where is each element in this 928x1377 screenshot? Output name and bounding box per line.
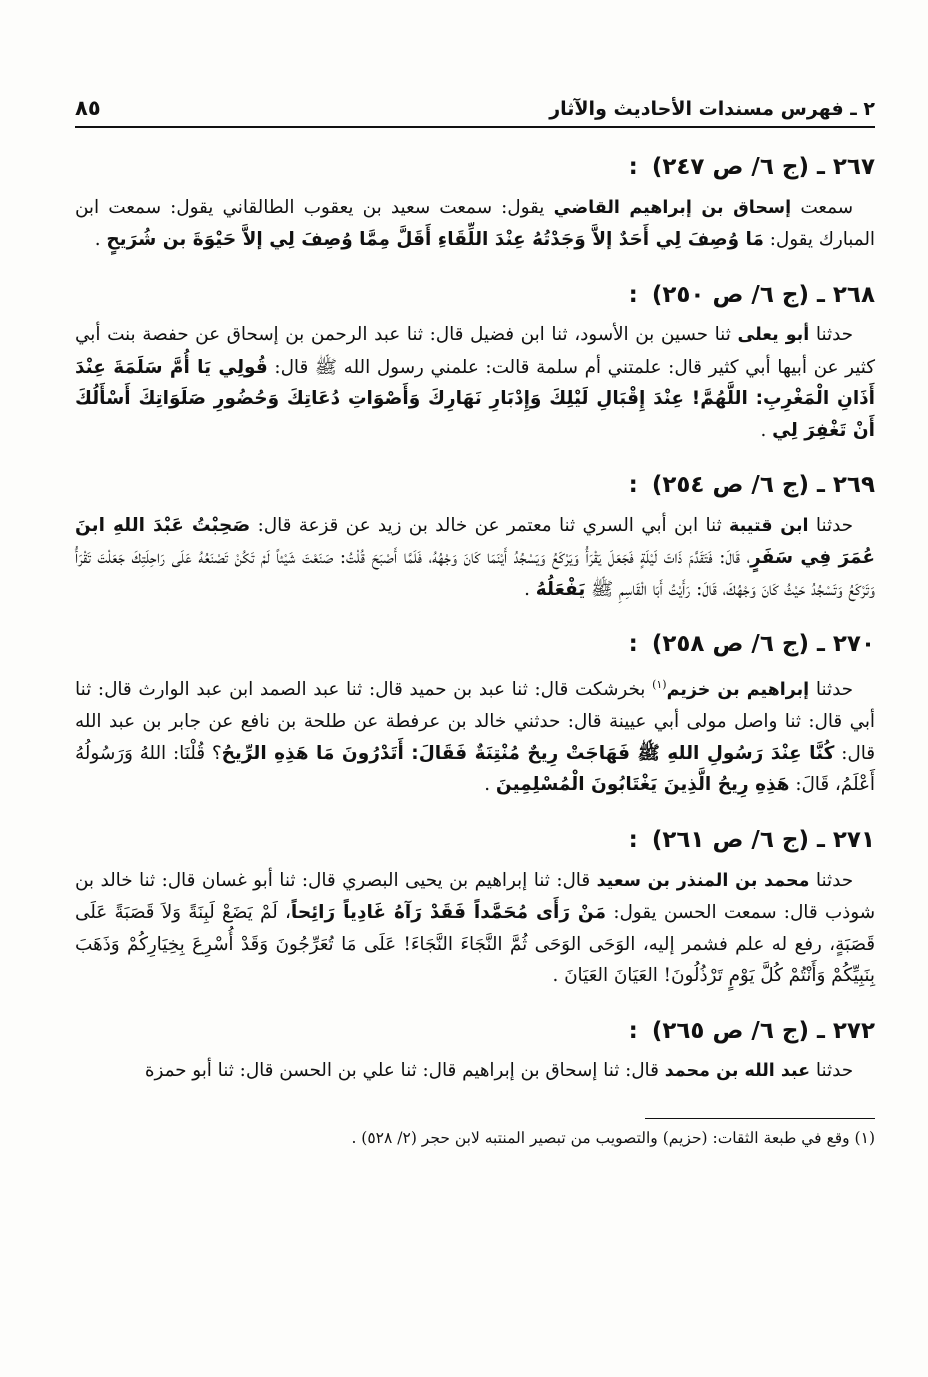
text-segment: حدثنا: [809, 678, 853, 700]
hadith-text: يَفْعَلُهُ: [535, 578, 586, 600]
narrator-name: أبو يعلى: [737, 325, 810, 346]
text-segment: حدثنا: [809, 869, 853, 891]
entry-reference: (ج ٦/ ص ٢٤٧): [651, 154, 809, 180]
hadith-text: مَنْ رَأَى مُحَمَّداً فَقَدْ رَآهُ غَادِياً رَائِحاً: [290, 902, 607, 924]
text-segment: .: [94, 229, 107, 251]
text-segment: حدثنا: [810, 1060, 853, 1082]
text-segment: سمعت: [791, 196, 854, 218]
entry-number: ٢٧٢: [832, 1017, 875, 1044]
footnote-marker: (١): [652, 677, 667, 691]
hadith-text: هَذِهِ رِيحُ الَّذِينَ يَغْتَابُونَ الْمُسْلِمِينَ: [495, 774, 790, 796]
entry-text: [75, 192, 875, 256]
entry-text: [75, 510, 875, 606]
entry-heading: ٢٧٢ ـ (ج ٦/ ص ٢٦٥):: [628, 1017, 875, 1044]
entry-reference: (ج ٦/ ص ٢٥٨): [651, 631, 809, 658]
entry-text: [75, 319, 875, 446]
text-segment: .: [760, 419, 773, 441]
entry-number: ٢٦٧: [832, 154, 875, 180]
entry-number: ٢٧٠: [832, 631, 875, 658]
text-segment: .: [524, 578, 536, 600]
page: [75, 90, 875, 1150]
text-segment: .: [484, 774, 496, 796]
entry-heading: ٢٦٧ ـ (ج ٦/ ص ٢٤٧):: [628, 154, 875, 180]
footnote-divider: [645, 1118, 875, 1119]
entry-reference: (ج ٦/ ص ٢٥٤): [651, 472, 809, 499]
entry-text: [75, 1055, 875, 1088]
narrator-name: ابن قتيبة: [729, 515, 809, 536]
text-segment: حدثنا: [809, 324, 853, 346]
narrator-name: محمد بن المنذر بن سعيد: [596, 870, 810, 891]
text-segment: ، لَمْ يَضَعْ لَبِنَةً وَلاَ قَصَبَةً عَلَى قَصَبَةٍ، رفع له علم فشمر إليه، الوَحَى الوَحَى ثُمَّ النَّجَاءَ النَّجَاءَ! عَلَى مَا تُعَرِّجُونَ وَقَدْ أُسْرِعَ بِخِيَارِكُمْ وَذَهَبَ بِنَبِيِّكُمْ وَأَنْتُمْ كُلَّ يَوْمٍ تَرْذُلُونَ! العَيَانَ العَيَانَ .: [75, 902, 875, 987]
entry-reference: (ج ٦/ ص ٢٦٥): [651, 1017, 809, 1044]
running-header: [75, 90, 875, 128]
entry-number: ٢٦٨: [832, 281, 875, 308]
text-segment: ؟ قُلْنَا: اللهُ وَرَسُولُهُ أَعْلَمُ، قَالَ:: [75, 742, 875, 796]
hadith-text: مَا وُصِفَ لِي أَحَدٌ إلاَّ وَجَدْتُهُ عِنْدَ اللِّقَاءِ أَقَلَّ مِمَّا وُصِفَ لِي إلاَّ حَيْوَةَ بن شُرَيحٍ: [106, 229, 764, 251]
narrator-name: إبراهيم بن خزيم: [666, 679, 810, 700]
text-segment: قال: ثنا إبراهيم بن يحيى البصري قال: ثنا أبو غسان قال: ثنا خالد بن شوذب قال: سمعت الحسن يقول:: [75, 869, 875, 924]
hadith-text: صَحِبْتُ عَبْدَ اللهِ ابنَ عُمَرَ فِي سَفَرٍ: [75, 514, 876, 569]
narrator-name: إسحاق بن إبراهيم القاضي: [553, 197, 792, 218]
text-segment: يقول: سمعت سعيد بن يعقوب الطالقاني يقول: سمعت ابن المبارك يقول:: [75, 196, 875, 251]
entry-heading: ٢٦٩ ـ (ج ٦/ ص ٢٥٤):: [628, 472, 875, 499]
footnote: (١) وقع في طبعة الثقات: (حزيم) والتصويب من تبصير المنتبه لابن حجر (٢/ ٥٢٨) .: [351, 1128, 875, 1147]
narrator-name: عبد الله بن محمد: [664, 1061, 811, 1082]
entries-list: [75, 154, 875, 1088]
text-segment: ثنا ابن أبي السري ثنا معتمر عن خالد بن زيد عن قزعة قال:: [250, 514, 730, 536]
entry-heading: ٢٧٠ ـ (ج ٦/ ص ٢٥٨):: [628, 631, 875, 658]
hadith-text: كُنَّا عِنْدَ رَسُولِ اللهِ ﷺ فَهَاجَتْ رِيحٌ مُنْتِنَةٌ فَقَالَ: أَتَدْرُونَ مَا هَذِهِ الرِّيحُ: [221, 742, 835, 764]
entry-number: ٢٧١: [832, 826, 875, 853]
text-segment: قال: ثنا إسحاق بن إبراهيم قال: ثنا علي بن الحسن قال: ثنا أبو حمزة: [144, 1060, 665, 1082]
entry-text: [75, 865, 875, 992]
page-number: ٨٥: [75, 96, 101, 120]
text-segment: ، قَالَ: فَتَقَدَّمَ ذَاتَ لَيْلَةٍ فَجَعَلَ يَقْرَأُ وَيَرْكَعُ وَيَسْجُدُ أَيْنَمَا كَانَ وَجْهُهُ، فَلَمَّا أَصْبَحَ قُلْتُ: صَنَعْتَ شَيْئاً لَمْ تَكُنْ تَصْنَعُهُ عَلَى رَاحِلَتِكَ جَعَلْتَ تَقْرَأُ وَتَرْكَعُ وَتَسْجُدُ حَيْثُ كَانَ وَجْهُكَ، قَالَ: رَأَيْتُ أَبَا الْقَاسِمِ ﷺ: [75, 547, 875, 600]
entry-text: [75, 669, 875, 801]
entry-heading: ٢٧١ ـ (ج ٦/ ص ٢٦١):: [628, 826, 875, 853]
running-title: ٢ ـ فهرس مسندات الأحاديث والآثار: [549, 98, 875, 120]
text-segment: ثنا حسين بن الأسود، ثنا ابن فضيل قال: ثنا عبد الرحمن بن إسحاق عن حفصة بنت أبي كثير عن أبيها أبي كثير قال: علمتني أم سلمة قالت: علمني رسول الله ﷺ قال:: [75, 324, 875, 378]
entry-heading: ٢٦٨ ـ (ج ٦/ ص ٢٥٠):: [628, 281, 875, 308]
entry-reference: (ج ٦/ ص ٢٥٠): [651, 281, 809, 308]
text-segment: بخرشكت قال: ثنا عبد بن حميد قال: ثنا عبد الصمد ابن عبد الوارث قال: ثنا أبي قال: ثنا واصل مولى أبي عيينة قال: حدثني خالد بن عرفطة عن طلحة بن نافع عن جابر بن عبد الله قال:: [75, 678, 876, 764]
entry-number: ٢٦٩: [832, 472, 875, 499]
hadith-text: قُولِي يَا أُمَّ سَلَمَةَ عِنْدَ أَذَانِ الْمَغْرِبِ: اللَّهُمَّ! عِنْدَ إِقْبَالِ لَيْلِكَ وَإِدْبَارِ نَهَارِكَ وَأَصْوَاتِ دُعَاتِكَ وَحُضُورِ صَلَوَاتِكَ أَسْأَلُكَ أَنْ تَغْفِرَ لِي: [75, 356, 875, 441]
text-segment: حدثنا: [808, 514, 853, 536]
entry-reference: (ج ٦/ ص ٢٦١): [651, 826, 809, 853]
